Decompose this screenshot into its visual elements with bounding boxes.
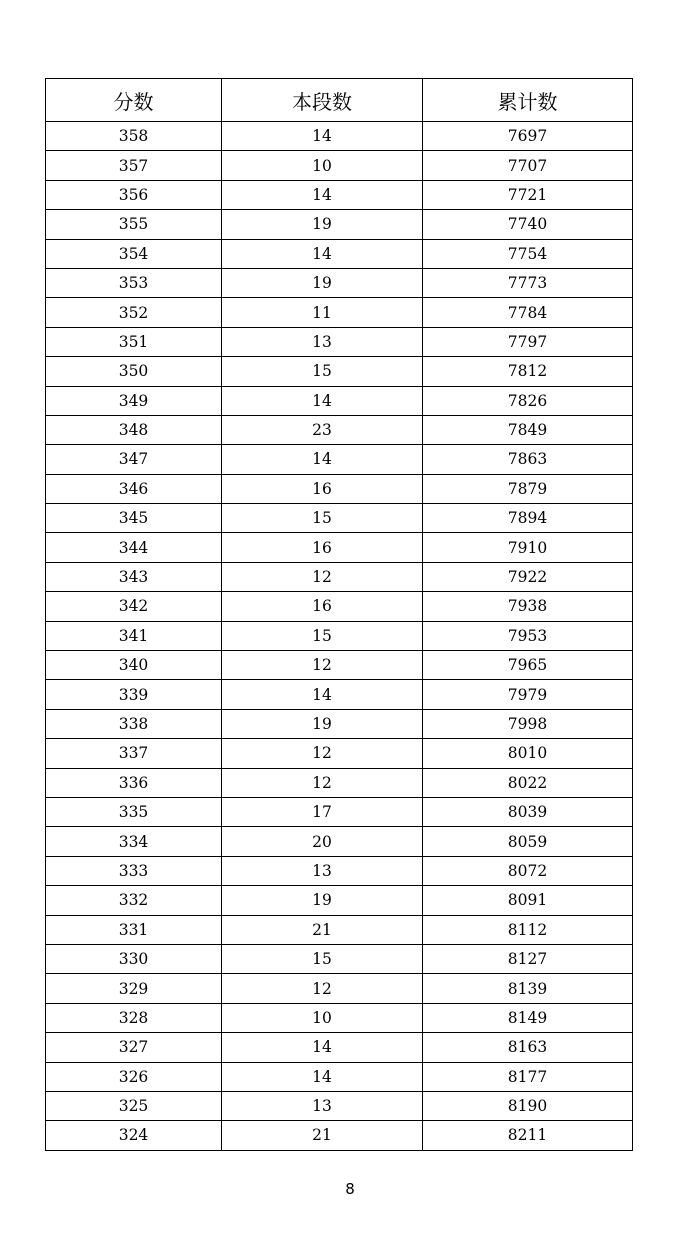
cumulative-count-cell: 7797 bbox=[423, 327, 633, 356]
cumulative-count-cell: 7849 bbox=[423, 415, 633, 444]
table-row bbox=[46, 651, 633, 680]
segment-count-cell: 15 bbox=[222, 357, 423, 386]
table-row bbox=[46, 327, 633, 356]
score-cell: 347 bbox=[46, 445, 222, 474]
table-row bbox=[46, 739, 633, 768]
segment-count-cell: 20 bbox=[222, 827, 423, 856]
score-cell: 348 bbox=[46, 415, 222, 444]
score-cell: 339 bbox=[46, 680, 222, 709]
cumulative-count-cell: 8163 bbox=[423, 1033, 633, 1062]
table-row bbox=[46, 474, 633, 503]
cumulative-count-cell: 8190 bbox=[423, 1091, 633, 1120]
segment-count-cell: 19 bbox=[222, 886, 423, 915]
segment-count-cell: 19 bbox=[222, 709, 423, 738]
segment-count-cell: 12 bbox=[222, 651, 423, 680]
segment-count-cell: 14 bbox=[222, 1033, 423, 1062]
table-row bbox=[46, 1121, 633, 1150]
cumulative-count-cell: 7998 bbox=[423, 709, 633, 738]
table-row bbox=[46, 944, 633, 973]
cumulative-count-cell: 8139 bbox=[423, 974, 633, 1003]
cumulative-count-cell: 8091 bbox=[423, 886, 633, 915]
cumulative-count-cell: 7707 bbox=[423, 151, 633, 180]
table-row bbox=[46, 357, 633, 386]
cumulative-count-cell: 8072 bbox=[423, 856, 633, 885]
segment-count-cell: 12 bbox=[222, 768, 423, 797]
cumulative-count-cell: 8112 bbox=[423, 915, 633, 944]
segment-count-cell: 17 bbox=[222, 797, 423, 826]
page-number: 8 bbox=[345, 1180, 355, 1198]
segment-count-cell: 10 bbox=[222, 1003, 423, 1032]
score-cell: 329 bbox=[46, 974, 222, 1003]
table-row bbox=[46, 180, 633, 209]
cumulative-count-cell: 8022 bbox=[423, 768, 633, 797]
score-cell: 326 bbox=[46, 1062, 222, 1091]
score-cell: 324 bbox=[46, 1121, 222, 1150]
score-cell: 334 bbox=[46, 827, 222, 856]
segment-count-cell: 16 bbox=[222, 592, 423, 621]
segment-count-cell: 13 bbox=[222, 856, 423, 885]
table-row bbox=[46, 974, 633, 1003]
score-cell: 345 bbox=[46, 504, 222, 533]
segment-count-cell: 16 bbox=[222, 533, 423, 562]
segment-count-cell: 19 bbox=[222, 268, 423, 297]
cumulative-count-cell: 7740 bbox=[423, 210, 633, 239]
table-row bbox=[46, 1003, 633, 1032]
table-row bbox=[46, 122, 633, 151]
cumulative-count-cell: 7965 bbox=[423, 651, 633, 680]
table-row bbox=[46, 1062, 633, 1091]
segment-count-cell: 23 bbox=[222, 415, 423, 444]
table-row bbox=[46, 680, 633, 709]
table-body bbox=[46, 122, 633, 1151]
cumulative-count-cell: 8010 bbox=[423, 739, 633, 768]
cumulative-count-cell: 7826 bbox=[423, 386, 633, 415]
segment-count-cell: 15 bbox=[222, 504, 423, 533]
score-cell: 350 bbox=[46, 357, 222, 386]
segment-count-cell: 12 bbox=[222, 739, 423, 768]
table-row bbox=[46, 797, 633, 826]
score-cell: 336 bbox=[46, 768, 222, 797]
score-cell: 332 bbox=[46, 886, 222, 915]
cumulative-count-cell: 7812 bbox=[423, 357, 633, 386]
cumulative-count-cell: 7754 bbox=[423, 239, 633, 268]
cumulative-count-cell: 8127 bbox=[423, 944, 633, 973]
score-cell: 340 bbox=[46, 651, 222, 680]
cumulative-count-cell: 7721 bbox=[423, 180, 633, 209]
score-cell: 325 bbox=[46, 1091, 222, 1120]
segment-count-cell: 13 bbox=[222, 327, 423, 356]
segment-count-cell: 21 bbox=[222, 1121, 423, 1150]
header-cumulative-count: 累计数 bbox=[423, 79, 633, 122]
header-segment-count: 本段数 bbox=[222, 79, 423, 122]
segment-count-cell: 14 bbox=[222, 180, 423, 209]
table-row bbox=[46, 592, 633, 621]
score-cell: 328 bbox=[46, 1003, 222, 1032]
table-row bbox=[46, 445, 633, 474]
cumulative-count-cell: 8177 bbox=[423, 1062, 633, 1091]
score-distribution-table bbox=[45, 78, 633, 1151]
segment-count-cell: 15 bbox=[222, 944, 423, 973]
segment-count-cell: 19 bbox=[222, 210, 423, 239]
score-cell: 327 bbox=[46, 1033, 222, 1062]
table-row bbox=[46, 1033, 633, 1062]
table-row bbox=[46, 621, 633, 650]
cumulative-count-cell: 8211 bbox=[423, 1121, 633, 1150]
table-row bbox=[46, 827, 633, 856]
cumulative-count-cell: 7879 bbox=[423, 474, 633, 503]
score-cell: 355 bbox=[46, 210, 222, 239]
segment-count-cell: 12 bbox=[222, 974, 423, 1003]
score-cell: 335 bbox=[46, 797, 222, 826]
score-cell: 333 bbox=[46, 856, 222, 885]
table-row bbox=[46, 856, 633, 885]
cumulative-count-cell: 7938 bbox=[423, 592, 633, 621]
table-row bbox=[46, 533, 633, 562]
table-row bbox=[46, 298, 633, 327]
score-cell: 342 bbox=[46, 592, 222, 621]
table-row bbox=[46, 386, 633, 415]
segment-count-cell: 14 bbox=[222, 1062, 423, 1091]
score-cell: 344 bbox=[46, 533, 222, 562]
score-cell: 337 bbox=[46, 739, 222, 768]
cumulative-count-cell: 8039 bbox=[423, 797, 633, 826]
segment-count-cell: 12 bbox=[222, 562, 423, 591]
score-cell: 357 bbox=[46, 151, 222, 180]
segment-count-cell: 13 bbox=[222, 1091, 423, 1120]
table-row bbox=[46, 210, 633, 239]
table-header-row bbox=[46, 79, 633, 122]
cumulative-count-cell: 7784 bbox=[423, 298, 633, 327]
cumulative-count-cell: 7922 bbox=[423, 562, 633, 591]
segment-count-cell: 14 bbox=[222, 680, 423, 709]
table-row bbox=[46, 886, 633, 915]
table-row bbox=[46, 415, 633, 444]
cumulative-count-cell: 8059 bbox=[423, 827, 633, 856]
score-cell: 343 bbox=[46, 562, 222, 591]
table-row bbox=[46, 239, 633, 268]
segment-count-cell: 14 bbox=[222, 122, 423, 151]
cumulative-count-cell: 8149 bbox=[423, 1003, 633, 1032]
table-row bbox=[46, 768, 633, 797]
cumulative-count-cell: 7979 bbox=[423, 680, 633, 709]
segment-count-cell: 15 bbox=[222, 621, 423, 650]
segment-count-cell: 14 bbox=[222, 239, 423, 268]
cumulative-count-cell: 7863 bbox=[423, 445, 633, 474]
table-row bbox=[46, 709, 633, 738]
segment-count-cell: 16 bbox=[222, 474, 423, 503]
table-row bbox=[46, 1091, 633, 1120]
score-cell: 356 bbox=[46, 180, 222, 209]
score-cell: 351 bbox=[46, 327, 222, 356]
segment-count-cell: 10 bbox=[222, 151, 423, 180]
score-cell: 358 bbox=[46, 122, 222, 151]
header-score: 分数 bbox=[46, 79, 222, 122]
segment-count-cell: 14 bbox=[222, 386, 423, 415]
cumulative-count-cell: 7953 bbox=[423, 621, 633, 650]
score-cell: 330 bbox=[46, 944, 222, 973]
table-row bbox=[46, 268, 633, 297]
score-cell: 331 bbox=[46, 915, 222, 944]
segment-count-cell: 14 bbox=[222, 445, 423, 474]
cumulative-count-cell: 7910 bbox=[423, 533, 633, 562]
score-cell: 353 bbox=[46, 268, 222, 297]
table-row bbox=[46, 504, 633, 533]
cumulative-count-cell: 7773 bbox=[423, 268, 633, 297]
cumulative-count-cell: 7894 bbox=[423, 504, 633, 533]
score-cell: 354 bbox=[46, 239, 222, 268]
score-cell: 346 bbox=[46, 474, 222, 503]
score-cell: 352 bbox=[46, 298, 222, 327]
cumulative-count-cell: 7697 bbox=[423, 122, 633, 151]
segment-count-cell: 11 bbox=[222, 298, 423, 327]
table-row bbox=[46, 151, 633, 180]
table-row bbox=[46, 915, 633, 944]
segment-count-cell: 21 bbox=[222, 915, 423, 944]
table-row bbox=[46, 562, 633, 591]
score-cell: 341 bbox=[46, 621, 222, 650]
score-cell: 349 bbox=[46, 386, 222, 415]
score-cell: 338 bbox=[46, 709, 222, 738]
